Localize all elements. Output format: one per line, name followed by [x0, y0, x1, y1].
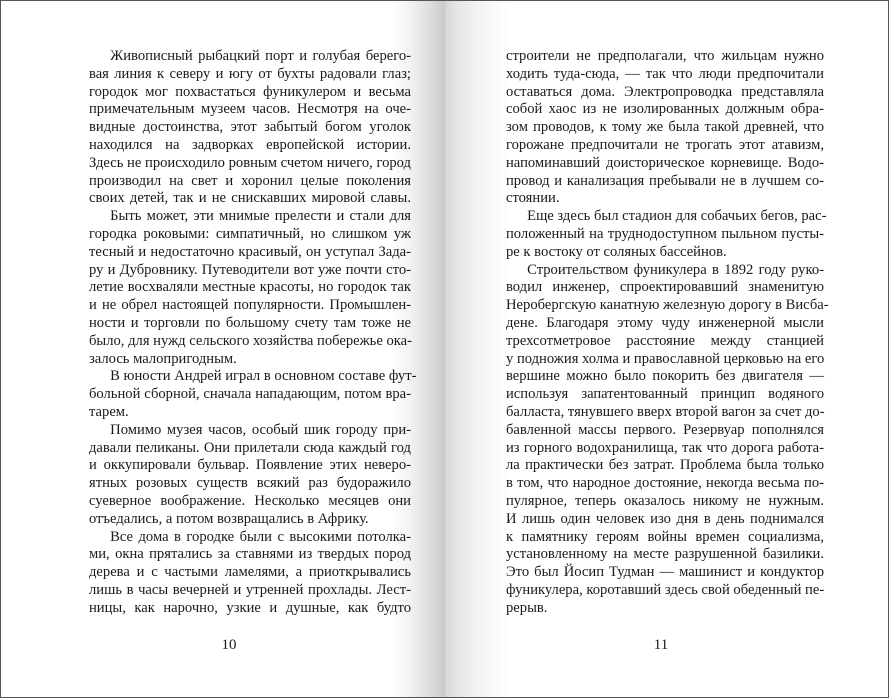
text-line: пулярное, теперь оказалось никому не нужным. — [506, 492, 824, 509]
text-line: Здесь не происходило ровным счетом ничего, город — [89, 154, 411, 171]
text-line: В юности Андрей играл в основном составе фут- — [110, 368, 417, 385]
text-line: дене. Благодаря этому чуду инженерной мысли — [506, 314, 824, 331]
text-line: стоянии. — [506, 190, 560, 207]
text-line: тесный и недостаточно красивый, он уступал Зада- — [89, 243, 411, 260]
text-line: ру и Дубровнику. Путеводители вот уже почти сто- — [89, 261, 411, 278]
text-line: Это был Йосип Тудман — машинист и кондуктор — [506, 564, 824, 581]
text-line: горожане предпочитали не трогать этот атавизм, — [506, 136, 824, 153]
text-line: и не обрел настоящей популярности. Промышлен- — [89, 297, 411, 314]
text-line: рерыв. — [506, 599, 548, 616]
text-line: примечательным музеем часов. Несмотря на оче- — [89, 101, 411, 118]
text-line: напоминавший доисторическое корневище. Водо- — [506, 154, 824, 171]
text-line: отъедались, а потом возвращались в Африку. — [89, 510, 369, 527]
text-line: вершине можно было покорить без двигателя — — [506, 368, 824, 385]
text-line: лишь в часы вечерней и утренней прохлады. Лест- — [89, 581, 411, 598]
text-line: больной сборной, сначала нападающим, потом вра- — [89, 386, 411, 403]
text-line: собой хаос из не изолированных должным обра- — [506, 101, 824, 118]
text-line: строители не предполагали, что жильцам нужно — [506, 48, 824, 64]
text-line: зом проводов, к тому же была такой древней, что — [506, 119, 824, 136]
text-line: вая линия к северу и югу от бухты радовали глаз; — [89, 65, 411, 82]
text-line: используя запатентованный принцип водяного — [506, 386, 824, 403]
text-line: Неробергскую канатную железную дорогу в Висба- — [506, 297, 829, 314]
text-line: городка роковыми: симпатичный, но слишком уж — [89, 225, 411, 242]
left-page — [1, 1, 445, 697]
text-line: ре к востоку от соляных бассейнов. — [506, 243, 727, 260]
text-line: у подножия холма и православной церковью на его — [506, 350, 825, 367]
text-line: Еще здесь был стадион для собачьих бегов, рас- — [527, 208, 827, 225]
text-line: давали пеликаны. Они прилетали сюда каждый год — [89, 439, 411, 456]
text-line: водил инженер, спроектировавший знаменитую — [506, 279, 824, 296]
text-line: ятных розовых существ всякий раз будоражило — [89, 475, 411, 492]
page-number-right: 11 — [653, 637, 669, 653]
text-line: Помимо музея часов, особый шик городу при- — [110, 421, 411, 438]
text-line: ла практически без затрат. Проблема была только — [506, 457, 824, 474]
text-line: Строительством фуникулера в 1892 году руко- — [527, 261, 824, 278]
text-line: фуникулера, коротавший здесь свой обеденный пе- — [506, 581, 825, 598]
text-line: трехсотметровое расстояние между станцией — [506, 332, 824, 349]
text-line: И лишь один человек изо дня в день поднимался — [506, 510, 824, 527]
text-line: городок мог похвастаться фуникулером и весьма — [89, 83, 411, 100]
text-line: ми, окна прятались за ставнями из твердых пород — [89, 546, 411, 563]
text-line: ходить туда-сюда, — так что люди предпочитали — [506, 65, 824, 82]
text-line: Быть может, эти мнимые прелести и стали для — [110, 208, 411, 225]
text-line: балласта, тянувшего вверх второй вагон за счет до- — [506, 403, 825, 420]
text-line: находился на задворках европейской истории. — [89, 136, 411, 153]
text-line: было, для нужд сельского хозяйства побережье ока- — [89, 332, 412, 349]
text-line: Живописный рыбацкий порт и голубая берего- — [110, 48, 411, 64]
text-line: и оккупировали бульвар. Появление этих неверо- — [89, 457, 411, 474]
text-line: дерева и с частыми ламелями, а приоткрывались — [89, 564, 411, 581]
text-line: оставаться дома. Электропроводка представляла — [506, 83, 824, 100]
text-line: Все дома в городке были с высокими потолка- — [110, 528, 411, 545]
text-line: залось малопригодным. — [89, 350, 237, 367]
right-page-text — [506, 48, 829, 618]
text-line: своих детей, так и не снискавших мировой славы. — [89, 190, 411, 207]
text-line: ницы, как нарочно, узкие и душные, как будто — [89, 599, 411, 616]
text-line: к памятнику героям войны времен социализма, — [506, 528, 824, 545]
text-line: летие восхваляли местные красоты, но городок так — [89, 279, 411, 296]
text-line: установленному на месте разрушенной базилики. — [506, 546, 824, 563]
text-line: в том, что народное достояние, некогда весьма по- — [506, 475, 824, 492]
text-line: производил на свет и хоронил целые поколения — [89, 172, 411, 189]
text-line: бавленной массы первого. Резервуар пополнялся — [506, 421, 824, 438]
text-line: тарем. — [89, 403, 129, 420]
text-line: видные достоинства, этот забытый богом уголок — [89, 119, 411, 136]
text-line: суеверное воображение. Несколько месяцев они — [89, 492, 411, 509]
text-line: провод и канализация пребывали не в лучшем со- — [506, 172, 824, 189]
right-page — [445, 1, 888, 697]
text-line: из горного водохранилища, так что дорога работа- — [506, 439, 824, 456]
text-line: положенный на труднодоступном пыльном пусты- — [506, 225, 824, 242]
page-number-left: 10 — [221, 637, 237, 653]
left-page-text — [89, 48, 417, 618]
text-line: ности и торговли по большому счету там тоже не — [89, 314, 411, 331]
